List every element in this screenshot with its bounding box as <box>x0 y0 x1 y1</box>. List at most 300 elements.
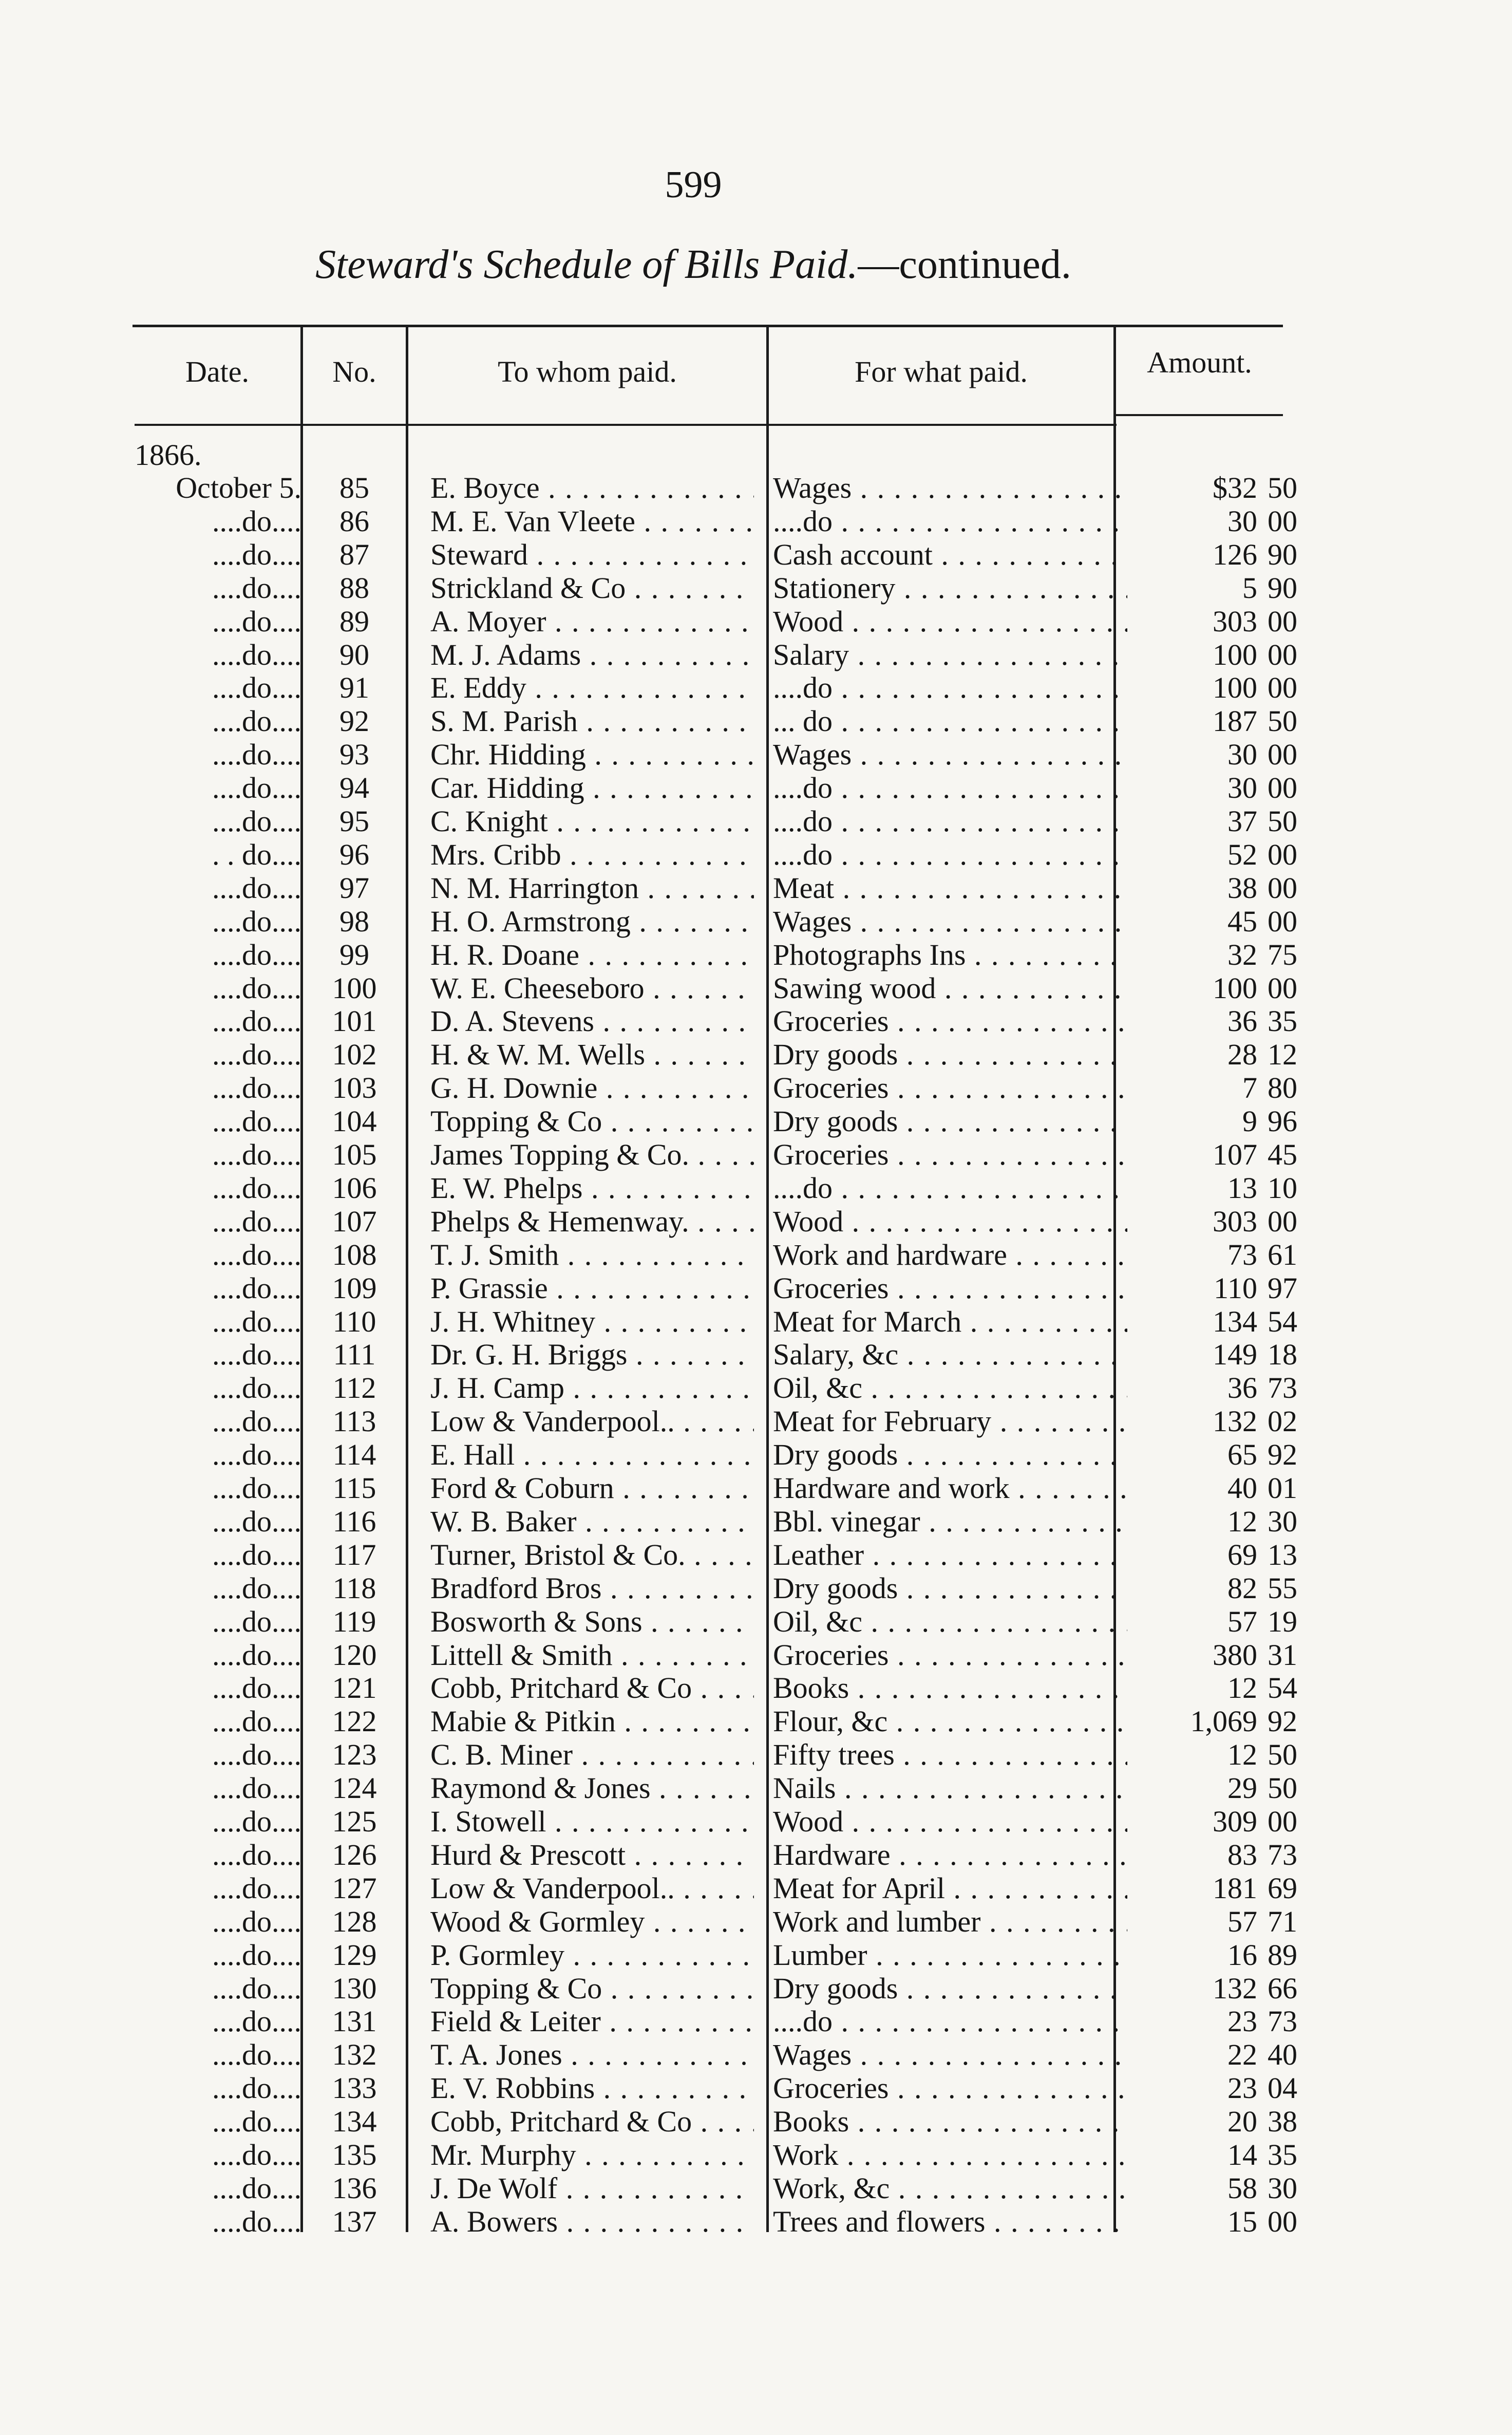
row-amount-cents: 75 <box>1268 939 1297 971</box>
row-date: ....do.... <box>212 972 301 1005</box>
row-payee: I. Stowell . . . <box>430 1805 754 1838</box>
table-row <box>0 1539 1512 1571</box>
row-purpose: Dry goods . . . <box>773 1038 1127 1071</box>
row-purpose: Oil, &c . . . <box>773 1372 1127 1404</box>
row-purpose: Wood . . . <box>773 1805 1127 1838</box>
row-amount-dollars: 309 <box>1213 1805 1257 1838</box>
table-row <box>0 1872 1512 1905</box>
row-number: 105 <box>332 1138 377 1171</box>
row-number: 99 <box>339 939 369 971</box>
table-row <box>0 639 1512 671</box>
row-amount-cents: 00 <box>1268 2205 1297 2238</box>
row-payee: Raymond & Jones . . . <box>430 1772 754 1805</box>
row-amount-dollars: 100 <box>1213 972 1257 1005</box>
row-payee: Turner, Bristol & Co. . . . <box>430 1539 754 1571</box>
row-purpose: ....do . . . <box>773 1172 1127 1205</box>
row-payee: Phelps & Hemenway. . . . <box>430 1205 754 1238</box>
row-date: ....do.... <box>212 1272 301 1305</box>
row-date: ....do.... <box>212 1639 301 1672</box>
row-payee: J. H. Camp . . . <box>430 1372 754 1404</box>
row-amount-cents: 50 <box>1268 1738 1297 1771</box>
row-payee: Ford & Coburn . . . <box>430 1472 754 1505</box>
row-date: ....do.... <box>212 705 301 738</box>
row-amount-dollars: 100 <box>1213 671 1257 704</box>
row-number: 104 <box>332 1105 377 1138</box>
row-amount-dollars: 32 <box>1227 939 1257 971</box>
row-purpose: Fifty trees . . . <box>773 1738 1127 1771</box>
row-amount-cents: 00 <box>1268 639 1297 671</box>
table-row <box>0 2005 1512 2038</box>
row-purpose: Work and lumber . . . <box>773 1905 1127 1938</box>
header-date: Date. <box>185 355 249 388</box>
row-amount-dollars: 69 <box>1227 1539 1257 1571</box>
row-number: 124 <box>332 1772 377 1805</box>
row-amount-cents: 55 <box>1268 1572 1297 1605</box>
table-row <box>0 972 1512 1005</box>
row-payee: E. V. Robbins . . . <box>430 2072 754 2105</box>
row-purpose: Wood . . . <box>773 1205 1127 1238</box>
table-row <box>0 1772 1512 1805</box>
row-amount-dollars: 65 <box>1227 1438 1257 1471</box>
row-amount-cents: 50 <box>1268 705 1297 738</box>
table-row <box>0 572 1512 605</box>
row-amount-dollars: 100 <box>1213 639 1257 671</box>
row-date: ....do.... <box>212 1438 301 1471</box>
page-title-continued: —continued. <box>858 242 1071 287</box>
row-amount-dollars: 16 <box>1227 1939 1257 1972</box>
row-payee: D. A. Stevens . . . <box>430 1005 754 1038</box>
row-date: ....do.... <box>212 1105 301 1138</box>
row-payee: Bosworth & Sons . . . <box>430 1605 754 1638</box>
row-number: 120 <box>332 1639 377 1672</box>
row-number: 118 <box>332 1572 376 1605</box>
row-amount-dollars: 23 <box>1227 2072 1257 2105</box>
table-row <box>0 1038 1512 1071</box>
row-date: ....do.... <box>212 2205 301 2238</box>
row-amount-cents: 18 <box>1268 1338 1297 1371</box>
row-amount-dollars: 110 <box>1214 1272 1257 1305</box>
row-amount-cents: 00 <box>1268 605 1297 638</box>
table-row <box>0 1405 1512 1438</box>
row-purpose: ....do . . . <box>773 671 1127 704</box>
row-amount-cents: 00 <box>1268 1805 1297 1838</box>
row-payee: Wood & Gormley . . . <box>430 1905 754 1938</box>
row-date: ....do.... <box>212 1005 301 1038</box>
row-number: 137 <box>332 2205 377 2238</box>
row-date: ....do.... <box>212 872 301 905</box>
table-row <box>0 1239 1512 1271</box>
row-payee: Chr. Hidding . . . <box>430 738 754 771</box>
row-date: ....do.... <box>212 2139 301 2171</box>
row-amount-dollars: 5 <box>1242 572 1257 605</box>
row-amount-dollars: 12 <box>1227 1672 1257 1704</box>
row-payee: G. H. Downie . . . <box>430 1072 754 1104</box>
row-amount-cents: 50 <box>1268 805 1297 838</box>
row-amount-cents: 04 <box>1268 2072 1297 2105</box>
table-top-rule <box>133 325 1283 327</box>
row-amount-dollars: 134 <box>1213 1305 1257 1338</box>
row-purpose: Wages . . . <box>773 2038 1127 2071</box>
row-purpose: Hardware . . . <box>773 1839 1127 1871</box>
row-number: 98 <box>339 905 369 938</box>
row-date: ....do.... <box>212 2038 301 2071</box>
row-purpose: Trees and flowers . . . <box>773 2205 1127 2238</box>
table-row <box>0 1338 1512 1371</box>
row-date: ....do.... <box>212 1205 301 1238</box>
row-amount-dollars: 380 <box>1213 1639 1257 1672</box>
table-row <box>0 1672 1512 1704</box>
row-purpose: Meat . . . <box>773 872 1127 905</box>
row-date: ....do.... <box>212 1805 301 1838</box>
row-date: ....do.... <box>212 572 301 605</box>
row-purpose: Dry goods . . . <box>773 1572 1127 1605</box>
row-amount-cents: 73 <box>1268 2005 1297 2038</box>
row-amount-dollars: 20 <box>1227 2105 1257 2138</box>
row-date: ....do.... <box>212 1239 301 1271</box>
row-date: ....do.... <box>212 1939 301 1972</box>
row-payee: Low & Vanderpool.. . . . <box>430 1872 754 1905</box>
row-purpose: Groceries . . . <box>773 2072 1127 2105</box>
table-row <box>0 1972 1512 2005</box>
row-payee: C. Knight . . . <box>430 805 754 838</box>
table-row <box>0 1072 1512 1104</box>
page-title-italic: Steward's Schedule of Bills Paid. <box>315 242 858 287</box>
table-row <box>0 1839 1512 1871</box>
row-number: 134 <box>332 2105 377 2138</box>
header-to-whom: To whom paid. <box>498 355 677 388</box>
row-date: ....do.... <box>212 2072 301 2105</box>
row-date: ....do.... <box>212 1572 301 1605</box>
row-payee: P. Gormley . . . <box>430 1939 754 1972</box>
row-purpose: Wages . . . <box>773 905 1127 938</box>
row-date: ....do.... <box>212 1738 301 1771</box>
row-amount-dollars: 83 <box>1227 1839 1257 1871</box>
row-payee: T. J. Smith . . . <box>430 1239 754 1271</box>
row-amount-cents: 30 <box>1268 2172 1297 2205</box>
row-purpose: Stationery . . . <box>773 572 1127 605</box>
row-payee: Steward . . . <box>430 538 754 571</box>
row-amount-cents: 31 <box>1268 1639 1297 1672</box>
year-label: 1866. <box>135 438 202 472</box>
row-purpose: Nails . . . <box>773 1772 1127 1805</box>
header-bottom-rule-right <box>1113 414 1283 416</box>
row-purpose: Wood . . . <box>773 605 1127 638</box>
row-amount-dollars: 13 <box>1227 1172 1257 1205</box>
row-number: 119 <box>332 1605 376 1638</box>
row-number: 113 <box>332 1405 376 1438</box>
table-row <box>0 1705 1512 1738</box>
row-amount-cents: 00 <box>1268 671 1297 704</box>
row-amount-cents: 96 <box>1268 1105 1297 1138</box>
row-purpose: ....do . . . <box>773 505 1127 538</box>
table-row <box>0 1372 1512 1404</box>
row-amount-cents: 66 <box>1268 1972 1297 2005</box>
row-number: 95 <box>339 805 369 838</box>
row-amount-cents: 00 <box>1268 772 1297 804</box>
row-purpose: Meat for April . . . <box>773 1872 1127 1905</box>
row-number: 115 <box>332 1472 376 1505</box>
table-row <box>0 805 1512 838</box>
row-date: ....do.... <box>212 905 301 938</box>
row-purpose: Books . . . <box>773 2105 1127 2138</box>
row-payee: J. H. Whitney . . . <box>430 1305 754 1338</box>
row-date: ....do.... <box>212 939 301 971</box>
row-date: ....do.... <box>212 505 301 538</box>
row-payee: S. M. Parish . . . <box>430 705 754 738</box>
row-number: 103 <box>332 1072 377 1104</box>
row-amount-dollars: 45 <box>1227 905 1257 938</box>
row-number: 100 <box>332 972 377 1005</box>
row-purpose: Sawing wood . . . <box>773 972 1127 1005</box>
row-purpose: ....do . . . <box>773 838 1127 871</box>
table-row <box>0 1738 1512 1771</box>
row-payee: M. E. Van Vleete . . . <box>430 505 754 538</box>
row-number: 127 <box>332 1872 377 1905</box>
row-purpose: ....do . . . <box>773 805 1127 838</box>
row-number: 89 <box>339 605 369 638</box>
row-purpose: Groceries . . . <box>773 1639 1127 1672</box>
row-purpose: ....do . . . <box>773 2005 1127 2038</box>
row-number: 117 <box>332 1539 376 1571</box>
row-amount-cents: 12 <box>1268 1038 1297 1071</box>
row-date: ....do.... <box>212 1038 301 1071</box>
table-row <box>0 1272 1512 1305</box>
row-amount-cents: 00 <box>1268 905 1297 938</box>
row-date: ....do.... <box>212 1605 301 1638</box>
row-payee: A. Moyer . . . <box>430 605 754 638</box>
row-amount-dollars: 52 <box>1227 838 1257 871</box>
row-purpose: Groceries . . . <box>773 1272 1127 1305</box>
row-number: 133 <box>332 2072 377 2105</box>
row-number: 107 <box>332 1205 377 1238</box>
row-amount-dollars: 9 <box>1242 1105 1257 1138</box>
row-number: 129 <box>332 1939 377 1972</box>
row-number: 97 <box>339 872 369 905</box>
row-purpose: Leather . . . <box>773 1539 1127 1571</box>
row-purpose: Bbl. vinegar . . . <box>773 1505 1127 1538</box>
row-payee: Mr. Murphy . . . <box>430 2139 754 2171</box>
row-payee: W. E. Cheeseboro . . . <box>430 972 754 1005</box>
row-number: 93 <box>339 738 369 771</box>
row-payee: J. De Wolf . . . <box>430 2172 754 2205</box>
row-amount-dollars: 132 <box>1213 1972 1257 2005</box>
row-amount-cents: 54 <box>1268 1305 1297 1338</box>
row-number: 126 <box>332 1839 377 1871</box>
row-amount-dollars: 30 <box>1227 772 1257 804</box>
row-amount-cents: 01 <box>1268 1472 1297 1505</box>
table-row <box>0 1438 1512 1471</box>
row-number: 87 <box>339 538 369 571</box>
row-number: 136 <box>332 2172 377 2205</box>
row-number: 122 <box>332 1705 377 1738</box>
row-payee: Mabie & Pitkin . . . <box>430 1705 754 1738</box>
row-payee: Field & Leiter . . . <box>430 2005 754 2038</box>
table-row <box>0 772 1512 804</box>
row-purpose: ....do . . . <box>773 772 1127 804</box>
row-date: ....do.... <box>212 772 301 804</box>
row-purpose: Oil, &c . . . <box>773 1605 1127 1638</box>
row-amount-cents: 90 <box>1268 538 1297 571</box>
row-amount-cents: 54 <box>1268 1672 1297 1704</box>
row-amount-dollars: 1,069 <box>1190 1705 1257 1738</box>
row-amount-cents: 73 <box>1268 1839 1297 1871</box>
table-row <box>0 838 1512 871</box>
table-row <box>0 1905 1512 1938</box>
row-payee: T. A. Jones . . . <box>430 2038 754 2071</box>
row-amount-dollars: 57 <box>1227 1905 1257 1938</box>
row-amount-cents: 45 <box>1268 1138 1297 1171</box>
row-payee: P. Grassie . . . <box>430 1272 754 1305</box>
table-row <box>0 1572 1512 1605</box>
table-row <box>0 1172 1512 1205</box>
table-row <box>0 2072 1512 2105</box>
row-date: ....do.... <box>212 1172 301 1205</box>
row-number: 102 <box>332 1038 377 1071</box>
row-amount-cents: 00 <box>1268 838 1297 871</box>
row-amount-dollars: 28 <box>1227 1038 1257 1071</box>
row-date: ....do.... <box>212 1839 301 1871</box>
row-date: ....do.... <box>212 1472 301 1505</box>
row-date: ....do.... <box>212 1672 301 1704</box>
row-purpose: Dry goods . . . <box>773 1972 1127 2005</box>
table-row <box>0 605 1512 638</box>
row-amount-cents: 71 <box>1268 1905 1297 1938</box>
row-purpose: Work . . . <box>773 2139 1127 2171</box>
row-amount-dollars: 149 <box>1213 1338 1257 1371</box>
row-purpose: Meat for March . . . <box>773 1305 1127 1338</box>
row-date: ....do.... <box>212 639 301 671</box>
row-amount-dollars: 36 <box>1227 1372 1257 1404</box>
row-amount-dollars: 58 <box>1227 2172 1257 2205</box>
table-row <box>0 1472 1512 1505</box>
row-amount-dollars: 23 <box>1227 2005 1257 2038</box>
row-payee: E. Eddy . . . <box>430 671 754 704</box>
row-amount-cents: 50 <box>1268 1772 1297 1805</box>
row-amount-dollars: 126 <box>1213 538 1257 571</box>
row-date: ....do.... <box>212 671 301 704</box>
row-amount-cents: 80 <box>1268 1072 1297 1104</box>
row-purpose: Dry goods . . . <box>773 1438 1127 1471</box>
row-purpose: Hardware and work . . . <box>773 1472 1127 1505</box>
row-purpose: Dry goods . . . <box>773 1105 1127 1138</box>
row-amount-cents: 97 <box>1268 1272 1297 1305</box>
row-amount-cents: 69 <box>1268 1872 1297 1905</box>
row-purpose: Wages . . . <box>773 738 1127 771</box>
row-amount-cents: 30 <box>1268 1505 1297 1538</box>
row-purpose: Groceries . . . <box>773 1072 1127 1104</box>
row-amount-dollars: 40 <box>1227 1472 1257 1505</box>
row-number: 101 <box>332 1005 377 1038</box>
row-date: ....do.... <box>212 1305 301 1338</box>
row-payee: C. B. Miner . . . <box>430 1738 754 1771</box>
row-purpose: Books . . . <box>773 1672 1127 1704</box>
row-purpose: Wages . . . <box>773 472 1127 504</box>
row-amount-dollars: 187 <box>1213 705 1257 738</box>
table-row <box>0 1205 1512 1238</box>
row-payee: M. J. Adams . . . <box>430 639 754 671</box>
row-number: 109 <box>332 1272 377 1305</box>
row-amount-cents: 89 <box>1268 1939 1297 1972</box>
header-amount: Amount. <box>1147 346 1252 379</box>
row-amount-dollars: 36 <box>1227 1005 1257 1038</box>
row-number: 123 <box>332 1738 377 1771</box>
row-date: ....do.... <box>212 1505 301 1538</box>
row-amount-dollars: 14 <box>1227 2139 1257 2171</box>
row-amount-cents: 00 <box>1268 972 1297 1005</box>
row-date: ....do.... <box>212 1905 301 1938</box>
row-number: 128 <box>332 1905 377 1938</box>
row-amount-cents: 00 <box>1268 505 1297 538</box>
table-row <box>0 2172 1512 2205</box>
row-date: ....do.... <box>212 1372 301 1404</box>
row-purpose: Flour, &c . . . <box>773 1705 1127 1738</box>
row-payee: Mrs. Cribb . . . <box>430 838 754 871</box>
row-payee: H. O. Armstrong . . . <box>430 905 754 938</box>
row-amount-cents: 50 <box>1268 472 1297 504</box>
page-title <box>0 241 1387 288</box>
row-purpose: Work, &c . . . <box>773 2172 1127 2205</box>
row-amount-dollars: 132 <box>1213 1405 1257 1438</box>
row-number: 90 <box>339 639 369 671</box>
row-amount-dollars: 73 <box>1227 1239 1257 1271</box>
header-no: No. <box>332 355 376 388</box>
header-for-what: For what paid. <box>855 355 1028 388</box>
table-row <box>0 505 1512 538</box>
row-date: ....do.... <box>212 2005 301 2038</box>
row-payee: James Topping & Co. . . . <box>430 1138 754 1171</box>
row-number: 132 <box>332 2038 377 2071</box>
table-row <box>0 1939 1512 1972</box>
table-row <box>0 538 1512 571</box>
row-number: 111 <box>333 1338 376 1371</box>
row-payee: Topping & Co . . . <box>430 1972 754 2005</box>
row-amount-dollars: 38 <box>1227 872 1257 905</box>
table-row <box>0 1805 1512 1838</box>
row-amount-cents: 35 <box>1268 1005 1297 1038</box>
table-row <box>0 939 1512 971</box>
row-date: ....do.... <box>212 1138 301 1171</box>
row-number: 114 <box>332 1438 376 1471</box>
row-date: ....do.... <box>212 1772 301 1805</box>
page-number: 599 <box>665 164 722 206</box>
row-amount-dollars: $32 <box>1213 472 1257 504</box>
table-row <box>0 472 1512 504</box>
row-amount-dollars: 12 <box>1227 1505 1257 1538</box>
table-row <box>0 1005 1512 1038</box>
row-date: ....do.... <box>212 1872 301 1905</box>
row-purpose: ... do . . . <box>773 705 1127 738</box>
row-amount-dollars: 82 <box>1227 1572 1257 1605</box>
row-purpose: Salary, &c . . . <box>773 1338 1127 1371</box>
row-purpose: Meat for February . . . <box>773 1405 1127 1438</box>
row-amount-dollars: 29 <box>1227 1772 1257 1805</box>
row-number: 92 <box>339 705 369 738</box>
row-payee: N. M. Harrington . . . <box>430 872 754 905</box>
row-payee: Dr. G. H. Briggs . . . <box>430 1338 754 1371</box>
table-row <box>0 2205 1512 2238</box>
table-row <box>0 1305 1512 1338</box>
row-amount-dollars: 30 <box>1227 505 1257 538</box>
row-payee: E. W. Phelps . . . <box>430 1172 754 1205</box>
row-purpose: Work and hardware . . . <box>773 1239 1127 1271</box>
row-amount-cents: 35 <box>1268 2139 1297 2171</box>
row-payee: Topping & Co . . . <box>430 1105 754 1138</box>
row-amount-cents: 00 <box>1268 738 1297 771</box>
row-date: ....do.... <box>212 738 301 771</box>
row-payee: Bradford Bros . . . <box>430 1572 754 1605</box>
row-number: 131 <box>332 2005 377 2038</box>
row-amount-cents: 73 <box>1268 1372 1297 1404</box>
